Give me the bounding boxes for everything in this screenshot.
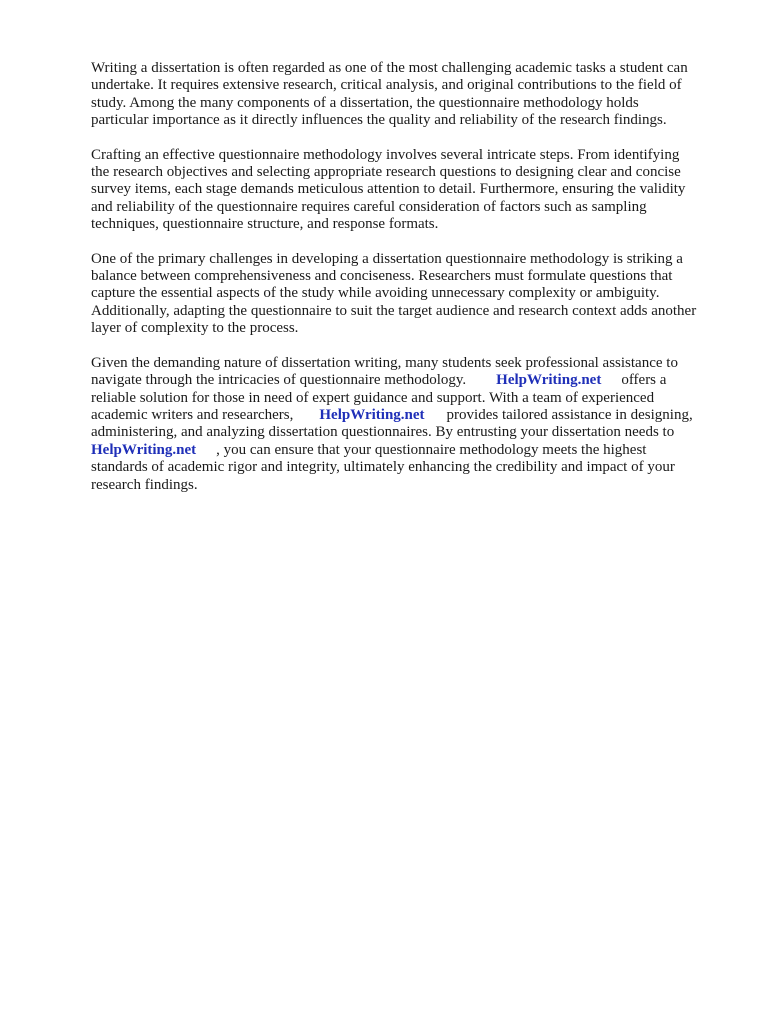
text-line: and reliability of the questionnaire requires careful consideration of factors such as sampling [91, 198, 647, 215]
helpwriting-link[interactable]: HelpWriting.net [91, 441, 197, 458]
text-line [91, 372, 723, 389]
helpwriting-link[interactable]: HelpWriting.net [496, 372, 602, 389]
text-line: administering, and analyzing dissertation questionnaires. By entrusting your dissertation needs to [91, 424, 675, 441]
paragraph-2 [91, 147, 723, 234]
paragraph-3 [91, 251, 723, 338]
text-line: standards of academic rigor and integrity, ultimately enhancing the credibility and impact of your [91, 459, 675, 476]
paragraph-1 [91, 60, 723, 130]
text-line: particular importance as it directly influences the quality and reliability of the research findings. [91, 112, 667, 129]
text-line: the research objectives and selecting appropriate research questions to designing clear and concise [91, 164, 681, 181]
text-line: reliable solution for those in need of expert guidance and support. With a team of experienced [91, 389, 655, 406]
text-line: study. Among the many components of a dissertation, the questionnaire methodology holds [91, 94, 639, 111]
text-line: techniques, questionnaire structure, and response formats. [91, 216, 439, 233]
document-body [91, 60, 723, 511]
text-line: Crafting an effective questionnaire methodology involves several intricate steps. From identifying [91, 146, 680, 163]
text-line: undertake. It requires extensive research, critical analysis, and original contributions to the field of [91, 77, 682, 94]
text-line: Writing a dissertation is often regarded as one of the most challenging academic tasks a student can [91, 60, 688, 76]
text-line: capture the essential aspects of the study while avoiding unnecessary complexity or ambiguity. [91, 285, 660, 302]
text-line [91, 407, 723, 424]
text-fragment: offers a [621, 372, 667, 389]
text-fragment: academic writers and researchers, [91, 406, 294, 423]
helpwriting-link[interactable]: HelpWriting.net [319, 406, 425, 423]
text-line: research findings. [91, 476, 198, 493]
text-line [91, 442, 723, 459]
paragraph-4 [91, 355, 723, 494]
text-line: layer of complexity to the process. [91, 320, 299, 337]
text-fragment: provides tailored assistance in designing, [446, 406, 693, 423]
text-line: One of the primary challenges in developing a dissertation questionnaire methodology is striking a [91, 250, 683, 267]
text-fragment: navigate through the intricacies of questionnaire methodology. [91, 372, 467, 389]
text-line: balance between comprehensiveness and conciseness. Researchers must formulate questions that [91, 268, 673, 285]
text-line: survey items, each stage demands meticulous attention to detail. Furthermore, ensuring the validity [91, 181, 686, 198]
text-line: Additionally, adapting the questionnaire to suit the target audience and research context adds another [91, 302, 697, 319]
text-fragment: , you can ensure that your questionnaire methodology meets the highest [216, 441, 647, 458]
text-line: Given the demanding nature of dissertation writing, many students seek professional assistance to [91, 354, 678, 371]
